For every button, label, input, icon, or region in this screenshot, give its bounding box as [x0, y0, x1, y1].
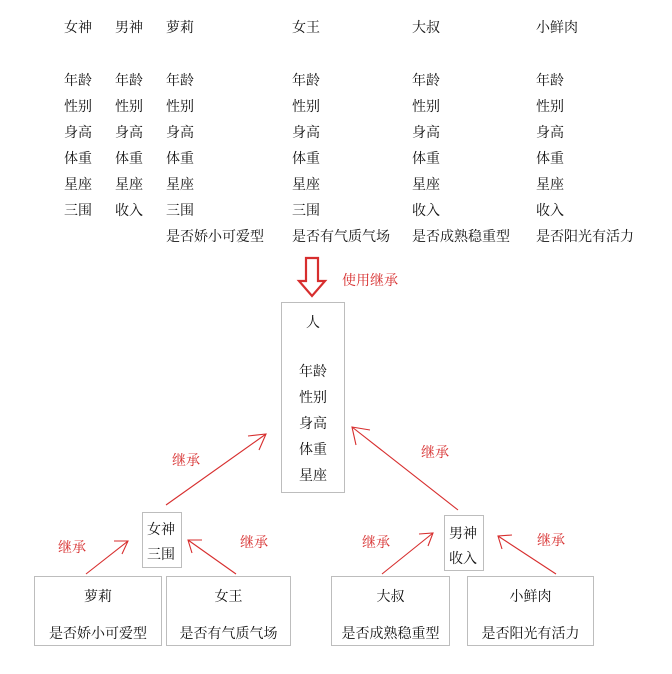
column-header: 萝莉 [166, 20, 194, 36]
inherit-label: 继承 [362, 535, 390, 551]
attr-cell: 星座 [166, 177, 194, 193]
attr-cell: 是否成熟稳重型 [341, 626, 440, 642]
malegod-title: 男神 [449, 526, 477, 542]
inherit-arrow-malegod-to-person [352, 427, 458, 510]
inherit-arrow-queen-to-goddess [188, 540, 236, 574]
inherit-label: 继承 [58, 540, 86, 556]
loli-class-box [34, 576, 162, 646]
attr-cell: 身高 [292, 125, 320, 141]
loli-title: 萝莉 [84, 589, 112, 605]
attr-cell: 身高 [166, 125, 194, 141]
attr-cell: 性别 [299, 390, 327, 406]
attr-cell: 年龄 [412, 73, 440, 89]
column-header: 男神 [115, 20, 143, 36]
attr-cell: 星座 [64, 177, 92, 193]
uncle-class-box [331, 576, 450, 646]
down-arrow-icon [299, 258, 325, 296]
inherit-label: 继承 [172, 453, 200, 469]
attr-cell: 三围 [147, 547, 175, 563]
attr-cell: 年龄 [166, 73, 194, 89]
attr-cell: 星座 [115, 177, 143, 193]
attr-cell: 年龄 [292, 73, 320, 89]
attr-cell: 年龄 [64, 73, 92, 89]
inherit-label: 继承 [240, 535, 268, 551]
column-header: 女王 [292, 20, 320, 36]
attr-cell: 体重 [115, 151, 143, 167]
attr-cell: 是否有气质气场 [292, 229, 390, 245]
attr-cell: 体重 [412, 151, 440, 167]
attr-cell: 是否娇小可爱型 [49, 626, 147, 642]
goddess-class-box [142, 512, 182, 568]
column-header: 女神 [64, 20, 92, 36]
attr-cell: 体重 [64, 151, 92, 167]
attr-cell: 星座 [292, 177, 320, 193]
goddess-title: 女神 [147, 522, 175, 538]
queen-title: 女王 [214, 589, 243, 605]
person-class-box [281, 302, 345, 493]
attr-cell: 是否阳光有活力 [481, 626, 580, 642]
attr-cell: 身高 [412, 125, 440, 141]
malegod-class-box [444, 515, 484, 571]
attr-cell: 身高 [115, 125, 143, 141]
attr-cell: 星座 [299, 468, 327, 484]
attr-cell: 年龄 [299, 364, 327, 380]
inherit-label: 继承 [537, 533, 565, 549]
youngman-class-box [467, 576, 594, 646]
attr-cell: 年龄 [536, 73, 564, 89]
person-title: 人 [306, 315, 320, 331]
attr-cell: 性别 [64, 99, 92, 115]
attr-cell: 三围 [292, 203, 320, 219]
attr-cell: 身高 [536, 125, 564, 141]
attr-cell: 星座 [536, 177, 564, 193]
attr-cell: 三围 [166, 203, 194, 219]
queen-class-box [166, 576, 291, 646]
attr-cell: 性别 [412, 99, 440, 115]
attr-cell: 体重 [536, 151, 564, 167]
youngman-title: 小鲜肉 [509, 589, 552, 605]
attr-cell: 是否阳光有活力 [536, 229, 634, 245]
attr-cell: 收入 [412, 203, 440, 219]
attr-cell: 体重 [292, 151, 320, 167]
attr-cell: 收入 [449, 551, 477, 567]
attr-cell: 身高 [64, 125, 92, 141]
attr-cell: 体重 [166, 151, 194, 167]
attr-cell: 三围 [64, 203, 92, 219]
attr-cell: 是否娇小可爱型 [166, 229, 264, 245]
uncle-title: 大叔 [376, 589, 405, 605]
attr-cell: 性别 [536, 99, 564, 115]
attr-cell: 收入 [536, 203, 564, 219]
column-header: 小鲜肉 [536, 20, 578, 36]
attr-cell: 收入 [115, 203, 143, 219]
attr-cell: 是否有气质气场 [179, 626, 278, 642]
column-header: 大叔 [412, 20, 440, 36]
attr-cell: 体重 [299, 442, 327, 458]
attr-cell: 性别 [166, 99, 194, 115]
inherit-arrow-loli-to-goddess [86, 541, 128, 574]
attr-cell: 是否成熟稳重型 [412, 229, 510, 245]
attr-cell: 年龄 [115, 73, 143, 89]
attr-cell: 身高 [299, 416, 327, 432]
inherit-label: 继承 [421, 445, 449, 461]
attr-cell: 星座 [412, 177, 440, 193]
attr-cell: 性别 [292, 99, 320, 115]
use-inheritance-label: 使用继承 [342, 273, 398, 289]
attr-cell: 性别 [115, 99, 143, 115]
